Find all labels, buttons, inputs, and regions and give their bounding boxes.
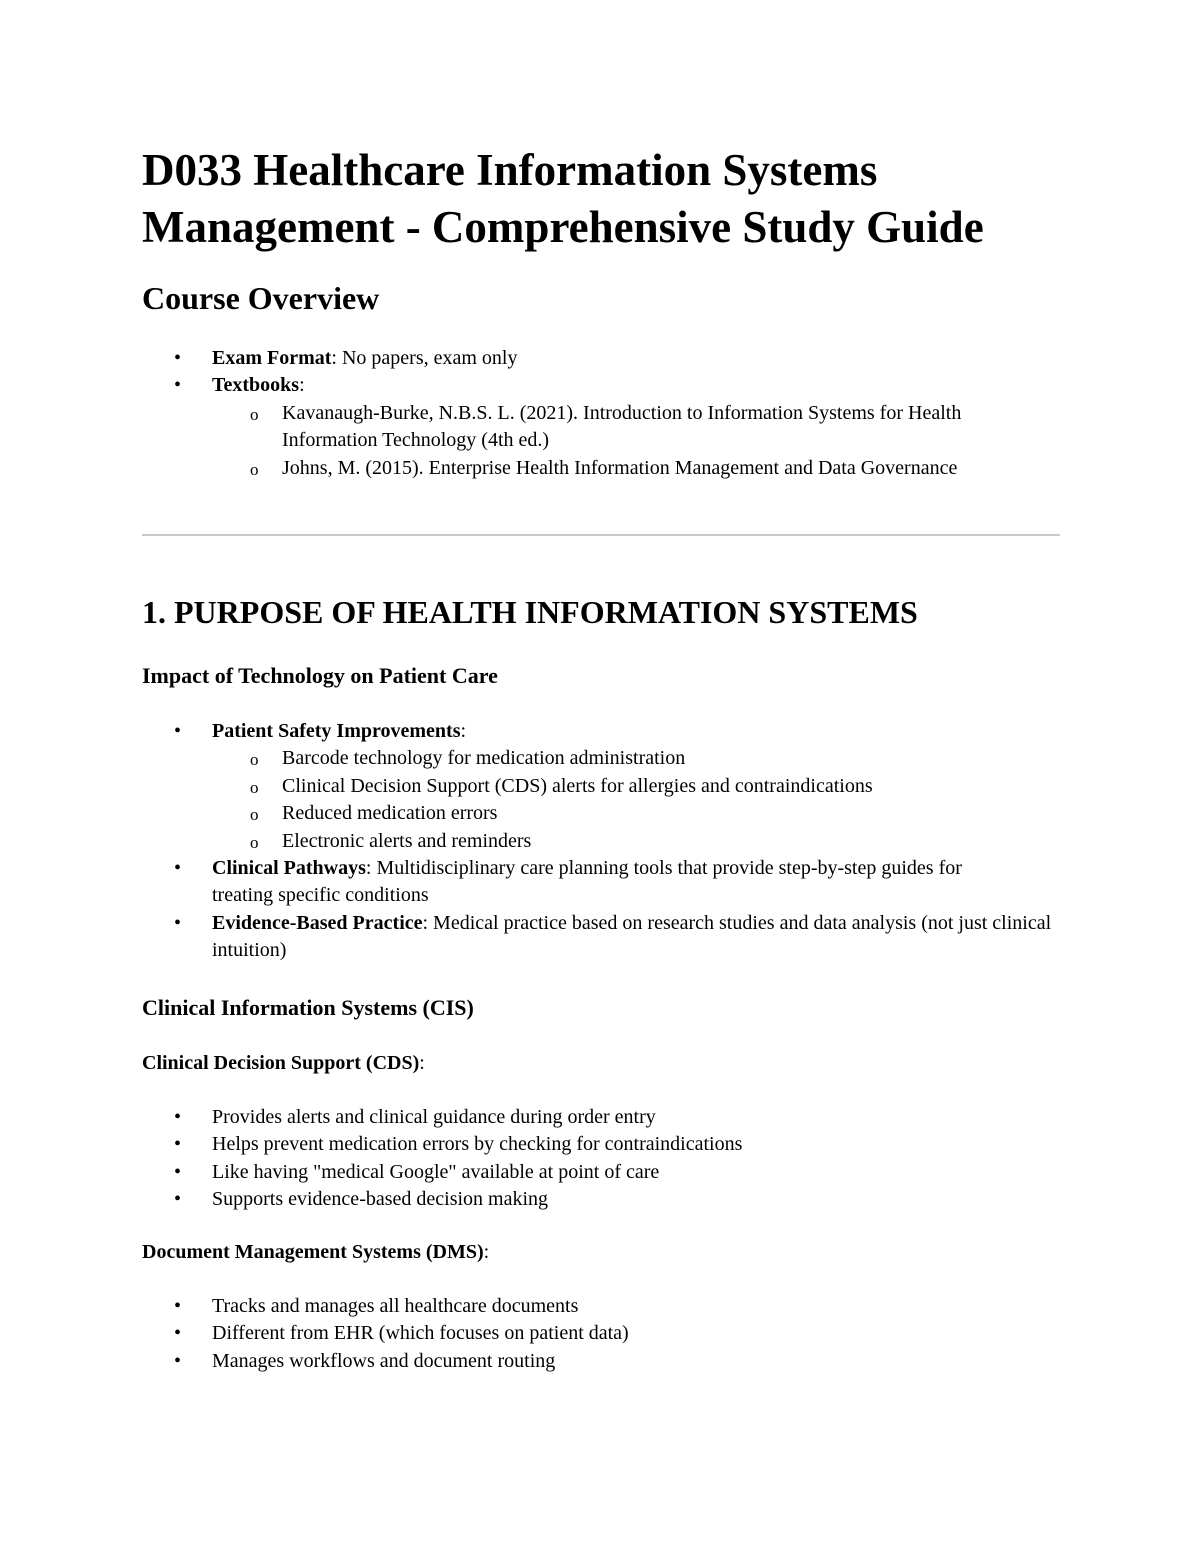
list-item: [142, 1293, 1060, 1320]
course-overview-list: [142, 345, 1060, 482]
section-divider: [142, 534, 1060, 536]
bullet-icon: •: [174, 911, 182, 934]
list-item: [142, 372, 1060, 482]
bullet-icon: •: [174, 1133, 182, 1156]
item-text: Different from EHR (which focuses on patient data): [212, 1322, 629, 1345]
item-text: Clinical Decision Support (CDS) alerts for allergies and contraindications: [282, 774, 873, 797]
section-1-heading: 1. PURPOSE OF HEALTH INFORMATION SYSTEMS: [142, 594, 918, 630]
sublist-item: [212, 745, 1060, 772]
sublist-item: [212, 828, 1060, 855]
bullet-icon: •: [174, 1349, 182, 1372]
item-text: Barcode technology for medication administration: [282, 747, 686, 770]
circle-bullet-icon: o: [250, 459, 259, 479]
course-overview-heading: Course Overview: [142, 280, 380, 316]
cis-heading: Clinical Information Systems (CIS): [142, 995, 474, 1020]
item-label: Clinical Pathways: [212, 857, 366, 880]
item-text: Johns, M. (2015). Enterprise Health Information Management and Data Governance: [282, 456, 958, 479]
cds-label-suffix: :: [419, 1052, 425, 1074]
item-label: Textbooks: [212, 374, 300, 397]
list-item: [142, 910, 1060, 965]
item-text: : Medical practice based on research studies and data analysis (not just clinical intuition): [212, 911, 1052, 962]
list-item: [142, 1131, 1060, 1158]
list-item: [142, 718, 1060, 855]
dms-label: [142, 1239, 489, 1266]
item-text: Like having "medical Google" available at point of care: [212, 1160, 660, 1183]
item-text: Supports evidence-based decision making: [212, 1188, 549, 1211]
list-item: [142, 855, 1060, 910]
bullet-icon: •: [174, 1106, 182, 1128]
item-text: Manages workflows and document routing: [212, 1349, 556, 1372]
item-text: : Multidisciplinary care planning tools that provide step-by-step guides for treating specific conditions: [212, 857, 962, 907]
circle-bullet-icon: o: [250, 777, 259, 797]
sublist-item: [212, 455, 1060, 482]
item-label: Patient Safety Improvements: [212, 720, 461, 742]
impact-list: [142, 718, 1060, 965]
bullet-icon: •: [174, 347, 182, 369]
safety-sublist: [212, 745, 1060, 855]
dms-label-text: Document Management Systems (DMS): [142, 1241, 484, 1263]
item-text: :: [460, 720, 467, 742]
bullet-icon: •: [174, 1322, 182, 1345]
item-text: Kavanaugh-Burke, N.B.S. L. (2021). Introduction to Information Systems for Health Information Technology (4th ed.): [282, 401, 962, 452]
sublist-item: [212, 800, 1060, 827]
bullet-icon: •: [174, 1188, 182, 1211]
bullet-icon: •: [174, 857, 182, 880]
cds-label: [142, 1050, 425, 1077]
cds-list: [142, 1104, 1060, 1214]
item-label: Evidence-Based Practice: [212, 911, 423, 934]
cds-label-text: Clinical Decision Support (CDS): [142, 1052, 420, 1074]
dms-label-suffix: :: [483, 1241, 490, 1263]
list-item: [142, 1104, 1060, 1131]
item-text: Reduced medication errors: [282, 802, 498, 825]
circle-bullet-icon: o: [250, 750, 259, 770]
dms-list: [142, 1293, 1060, 1375]
circle-bullet-icon: o: [250, 404, 259, 424]
bullet-icon: •: [174, 1295, 182, 1317]
circle-bullet-icon: o: [250, 805, 259, 825]
page-title: D033 Healthcare Information Systems Management - Comprehensive Study Guide: [142, 145, 984, 252]
list-item: [142, 1186, 1060, 1213]
item-text: Provides alerts and clinical guidance during order entry: [212, 1106, 656, 1128]
list-item: [142, 345, 1060, 372]
sublist-item: [212, 400, 1060, 455]
item-text: :: [299, 374, 305, 397]
textbook-sublist: [212, 400, 1060, 482]
bullet-icon: •: [174, 720, 182, 742]
bullet-icon: •: [174, 1160, 182, 1183]
item-text: Helps prevent medication errors by checking for contraindications: [212, 1133, 743, 1156]
list-item: [142, 1159, 1060, 1186]
item-text: Tracks and manages all healthcare documents: [212, 1295, 579, 1317]
list-item: [142, 1348, 1060, 1375]
bullet-icon: •: [174, 374, 182, 397]
impact-heading: Impact of Technology on Patient Care: [142, 663, 498, 688]
item-label: Exam Format: [212, 347, 332, 369]
item-text: Electronic alerts and reminders: [282, 829, 532, 852]
sublist-item: [212, 773, 1060, 800]
item-text: : No papers, exam only: [331, 347, 518, 369]
list-item: [142, 1320, 1060, 1347]
circle-bullet-icon: o: [250, 832, 259, 852]
